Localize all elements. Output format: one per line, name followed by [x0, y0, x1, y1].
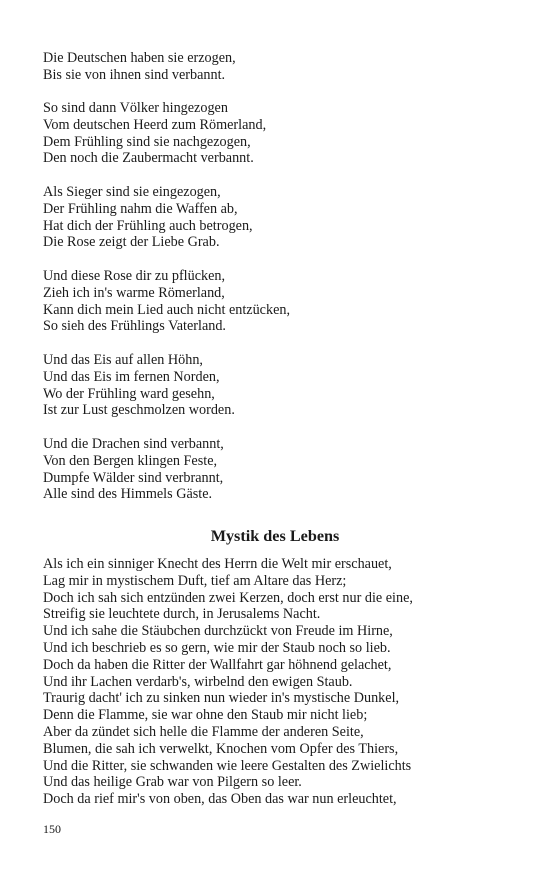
poem-line: Doch da haben die Ritter der Wallfahrt gar höhnend gelachet,	[43, 656, 392, 673]
verse-line: Und das Eis auf allen Höhn,	[43, 352, 203, 368]
poem-line: Als ich ein sinniger Knecht des Herrn die Welt mir erschauet,	[43, 556, 392, 572]
verse-line: Dem Frühling sind sie nachgezogen,	[43, 133, 251, 150]
verse-line: Dumpfe Wälder sind verbrannt,	[43, 469, 224, 486]
page-number: 150	[43, 822, 61, 836]
section-title: Mystik des Lebens	[210, 527, 340, 545]
verse-line: Vom deutschen Heerd zum Römerland,	[43, 116, 267, 133]
poem-line: Denn die Flamme, sie war ohne den Staub mir nicht lieb;	[43, 707, 368, 724]
verse-line: Den noch die Zaubermacht verbannt.	[43, 150, 254, 167]
poem-line: Und die Ritter, sie schwanden wie leere Gestalten des Zwielichts	[43, 757, 412, 774]
stanza-3	[43, 184, 253, 251]
stanza-2	[43, 100, 266, 167]
verse-line: Als Sieger sind sie eingezogen,	[43, 184, 221, 200]
verse-line: Alle sind des Himmels Gäste.	[43, 486, 213, 503]
poem-line: Aber da zündet sich helle die Flamme der anderen Seite,	[43, 723, 364, 740]
poem-line: Doch ich sah sich entzünden zwei Kerzen, doch erst nur die eine,	[43, 589, 413, 606]
verse-line: Und die Drachen sind verbannt,	[43, 436, 224, 452]
poem-line: Lag mir in mystischem Duft, tief am Altare das Herz;	[43, 572, 347, 589]
stanza-6	[43, 436, 224, 503]
poem-line: Und ihr Lachen verdarb's, wirbelnd den ewigen Staub.	[43, 673, 353, 690]
verse-line: Bis sie von ihnen sind verbannt.	[43, 66, 226, 83]
verse-line: Kann dich mein Lied auch nicht entzücken,	[43, 301, 291, 318]
stanza-1	[43, 50, 236, 84]
poem-line: Und das heilige Grab war von Pilgern so leer.	[43, 774, 302, 791]
verse-line: Wo der Frühling ward gesehn,	[43, 385, 215, 402]
poem-line: Traurig dacht' ich zu sinken nun wieder in's mystische Dunkel,	[43, 690, 400, 707]
poem-line: Blumen, die sah ich verwelkt, Knochen vom Opfer des Thiers,	[43, 740, 399, 757]
poem-line: Und ich beschrieb es so gern, wie mir der Staub noch so lieb.	[43, 639, 391, 656]
verse-line: Die Rose zeigt der Liebe Grab.	[43, 234, 220, 251]
poem-line: Und ich sahe die Stäubchen durchzückt von Freude im Hirne,	[43, 623, 393, 640]
poem-line: Streifig sie leuchtete durch, in Jerusalems Nacht.	[43, 606, 321, 623]
poem-line: Doch da rief mir's von oben, das Oben das war nun erleuchtet,	[43, 791, 397, 808]
verse-line: Der Frühling nahm die Waffen ab,	[43, 200, 238, 217]
verse-line: Zieh ich in's warme Römerland,	[43, 284, 225, 301]
verse-line: Die Deutschen haben sie erzogen,	[43, 50, 236, 66]
verse-line: Von den Bergen klingen Feste,	[43, 452, 218, 469]
verse-line: Und diese Rose dir zu pflücken,	[43, 268, 226, 284]
poem-body	[43, 556, 413, 808]
verse-line: So sind dann Völker hingezogen	[43, 100, 228, 116]
verse-line: Und das Eis im fernen Norden,	[43, 368, 220, 385]
verse-line: Ist zur Lust geschmolzen worden.	[43, 402, 235, 419]
stanza-5	[43, 352, 235, 419]
verse-line: Hat dich der Frühling auch betrogen,	[43, 217, 253, 234]
stanza-4	[43, 268, 290, 335]
verse-line: So sieh des Frühlings Vaterland.	[43, 318, 226, 335]
